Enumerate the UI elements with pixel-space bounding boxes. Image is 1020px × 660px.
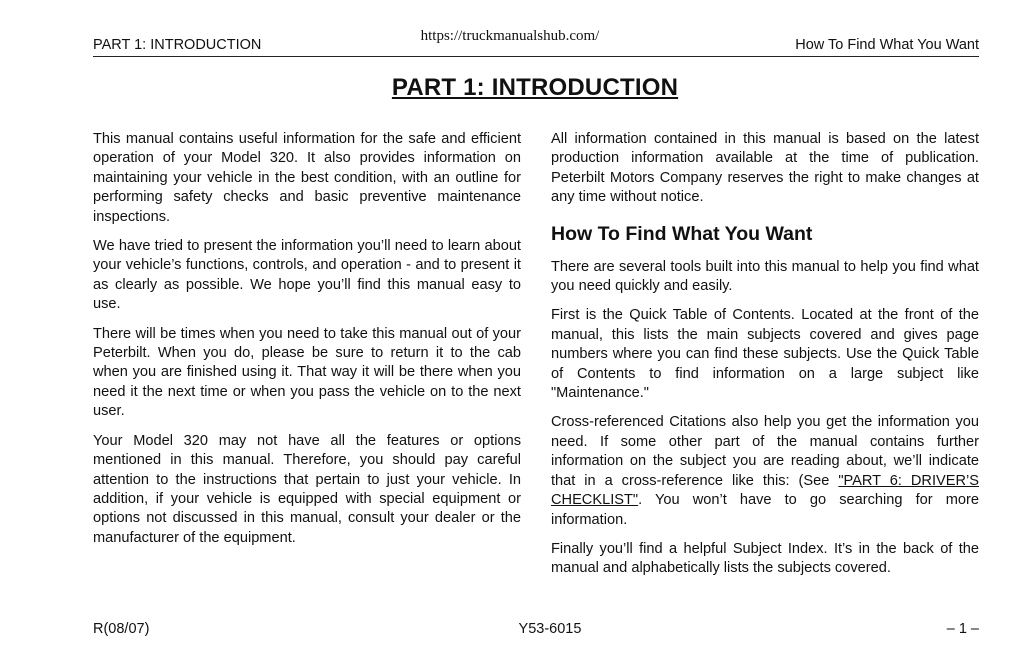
section-heading: How To Find What You Want: [551, 222, 813, 245]
running-header: [93, 36, 979, 57]
header-topic-label: How To Find What You Want: [795, 37, 979, 53]
header-section-label: PART 1: INTRODUCTION: [93, 37, 262, 53]
body-paragraph: There will be times when you need to take this manual out of your Peterbilt. When you do, please be sure to return it to the cab when you are finished using it. That way it will be there when you need it the next time or when you pass the vehicle on to the next user.: [93, 325, 521, 420]
body-paragraph: Finally you’ll find a helpful Subject Index. It’s in the back of the manual and alphabetically lists the subjects covered.: [551, 540, 979, 577]
body-paragraph: Your Model 320 may not have all the features or options mentioned in this manual. Therefore, you should pay careful attention to the instructions that pertain to just your vehicle. In addition, if your vehicle is equipped with special equipment or options not discussed in this manual, consult your dealer or the manufacturer of the equipment.: [93, 432, 521, 546]
page-number: – 1 –: [946, 621, 979, 637]
body-paragraph: There are several tools built into this manual to help you find what you need quickly and easily.: [551, 258, 979, 295]
body-paragraph: We have tried to present the information you’ll need to learn about your vehicle’s functions, controls, and operation - and to present it as clearly as possible. We hope you’ll find this manual easy to use.: [93, 238, 521, 313]
paragraph-text: . You won’t have to go searching for more information.: [551, 492, 979, 528]
paragraph-text: Cross-referenced Citations also help you get the information you need. If some other part of the manual contains further information on the subject you are reading about, we’ll indicate that in a cross-reference like this: (See: [551, 414, 979, 489]
document-number: Y53-6015: [518, 621, 582, 637]
watermark-url: https://truckmanualshub.com/: [420, 28, 600, 44]
right-column: [551, 130, 979, 589]
body-paragraph: All information contained in this manual is based on the latest production information available at the time of publication. Peterbilt Motors Company reserves the right to make changes at any time without notice.: [551, 131, 979, 206]
body-paragraph: First is the Quick Table of Contents. Located at the front of the manual, this lists the main subjects covered and gives page numbers where you can find these subjects. Use the Quick Table of Contents to find information on a large subject like "Maintenance.": [551, 307, 979, 402]
left-column: [93, 130, 521, 558]
body-paragraph: This manual contains useful information for the safe and efficient operation of your Model 320. It also provides information on maintaining your vehicle in the best condition, with an outline for performing safety checks and basic preventive maintenance inspections.: [93, 131, 521, 225]
revision-date: R(08/07): [93, 621, 150, 637]
cross-reference-link[interactable]: "PART 6: DRIVER’S CHECKLIST": [551, 472, 979, 509]
page-title: PART 1: INTRODUCTION: [391, 74, 679, 101]
body-paragraph: [551, 413, 979, 529]
page-footer: [93, 621, 979, 641]
